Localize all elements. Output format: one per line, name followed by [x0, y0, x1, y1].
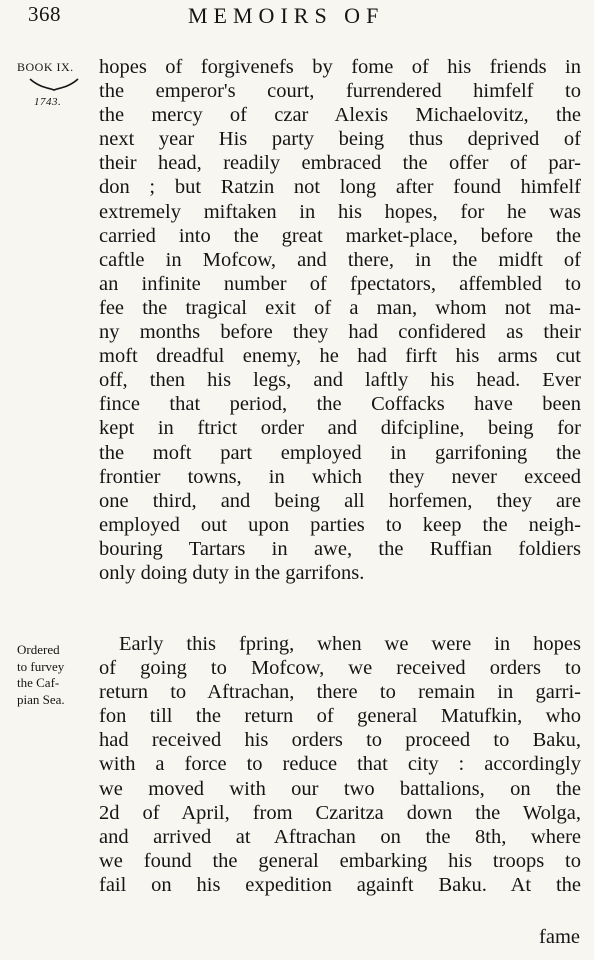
text-line: employed out upon parties to keep the neigh- [99, 513, 581, 536]
text-line: 2d of April, from Czaritza down the Wolga, [99, 801, 581, 824]
text-line: and arrived at Aftrachan on the 8th, where [99, 825, 581, 848]
text-line: don ; but Ratzin not long after found himfelf [99, 176, 581, 199]
text-line: frontier towns, in which they never exceed [99, 465, 581, 488]
margin-note-line: to furvey [17, 658, 65, 674]
text-line: off, then his legs, and laftly his head. Ever [99, 369, 581, 392]
text-line: return to Aftrachan, there to remain in garri- [99, 681, 581, 704]
brace-icon [28, 76, 80, 92]
text-line: the emperor's court, furrendered himfelf to [99, 80, 581, 103]
page-number: 368 [28, 2, 61, 26]
paragraph-2 [99, 632, 581, 897]
text-line: only doing duty in the garrifons. [99, 561, 365, 584]
running-title: MEMOIRS OF [188, 3, 385, 28]
text-line: bouring Tartars in awe, the Ruffian foldiers [99, 537, 581, 560]
catchword: fame [539, 926, 580, 948]
text-line: the moft part employed in garrifoning the [99, 441, 581, 464]
text-line: carried into the great market-place, before the [99, 224, 581, 247]
text-line: kept in ftrict order and difcipline, being for [99, 417, 581, 440]
text-line: fee the tragical exit of a man, whom not ma- [99, 296, 581, 319]
text-line: fail on his expedition againft Baku. At the [99, 873, 581, 896]
text-line: we found the general embarking his troops to [99, 849, 581, 872]
text-line: their head, readily embraced the offer of par- [99, 152, 581, 175]
text-line: had received his orders to proceed to Baku, [99, 729, 581, 752]
margin-note [17, 642, 93, 708]
text-line: with a force to reduce that city : accordingly [99, 753, 581, 776]
text-line: hopes of forgivenefs by fome of his friends in [99, 56, 581, 78]
paragraph-1 [99, 55, 581, 585]
text-line: caftle in Mofcow, and there, in the midft of [99, 248, 581, 271]
text-line: one third, and being all horfemen, they are [99, 489, 581, 512]
text-line: of going to Mofcow, we received orders to [99, 657, 581, 680]
text-line: we moved with our two battalions, on the [99, 777, 581, 800]
margin-book-label: BOOK IX. [17, 60, 74, 74]
margin-note-line: the Caf- [17, 675, 60, 690]
margin-note-line: pian Sea. [17, 691, 65, 707]
text-line: Early this fpring, when we were in hopes [119, 633, 581, 655]
text-line: extremely miftaken in his hopes, for he was [99, 200, 581, 223]
text-line: fon till the return of general Matufkin, who [99, 705, 581, 728]
margin-year: 1743. [34, 96, 62, 108]
text-line: moft dreadful enemy, he had firft his arms cut [99, 345, 581, 368]
text-line: an infinite number of fpectators, affembled to [99, 272, 581, 295]
text-line: ny months before they had confidered as their [99, 321, 581, 344]
margin-note-line: Ordered [17, 642, 60, 657]
text-line: next year His party being thus deprived of [99, 128, 581, 151]
text-line: fince that period, the Coffacks have been [99, 393, 581, 416]
text-line: the mercy of czar Alexis Michaelovitz, the [99, 104, 581, 127]
